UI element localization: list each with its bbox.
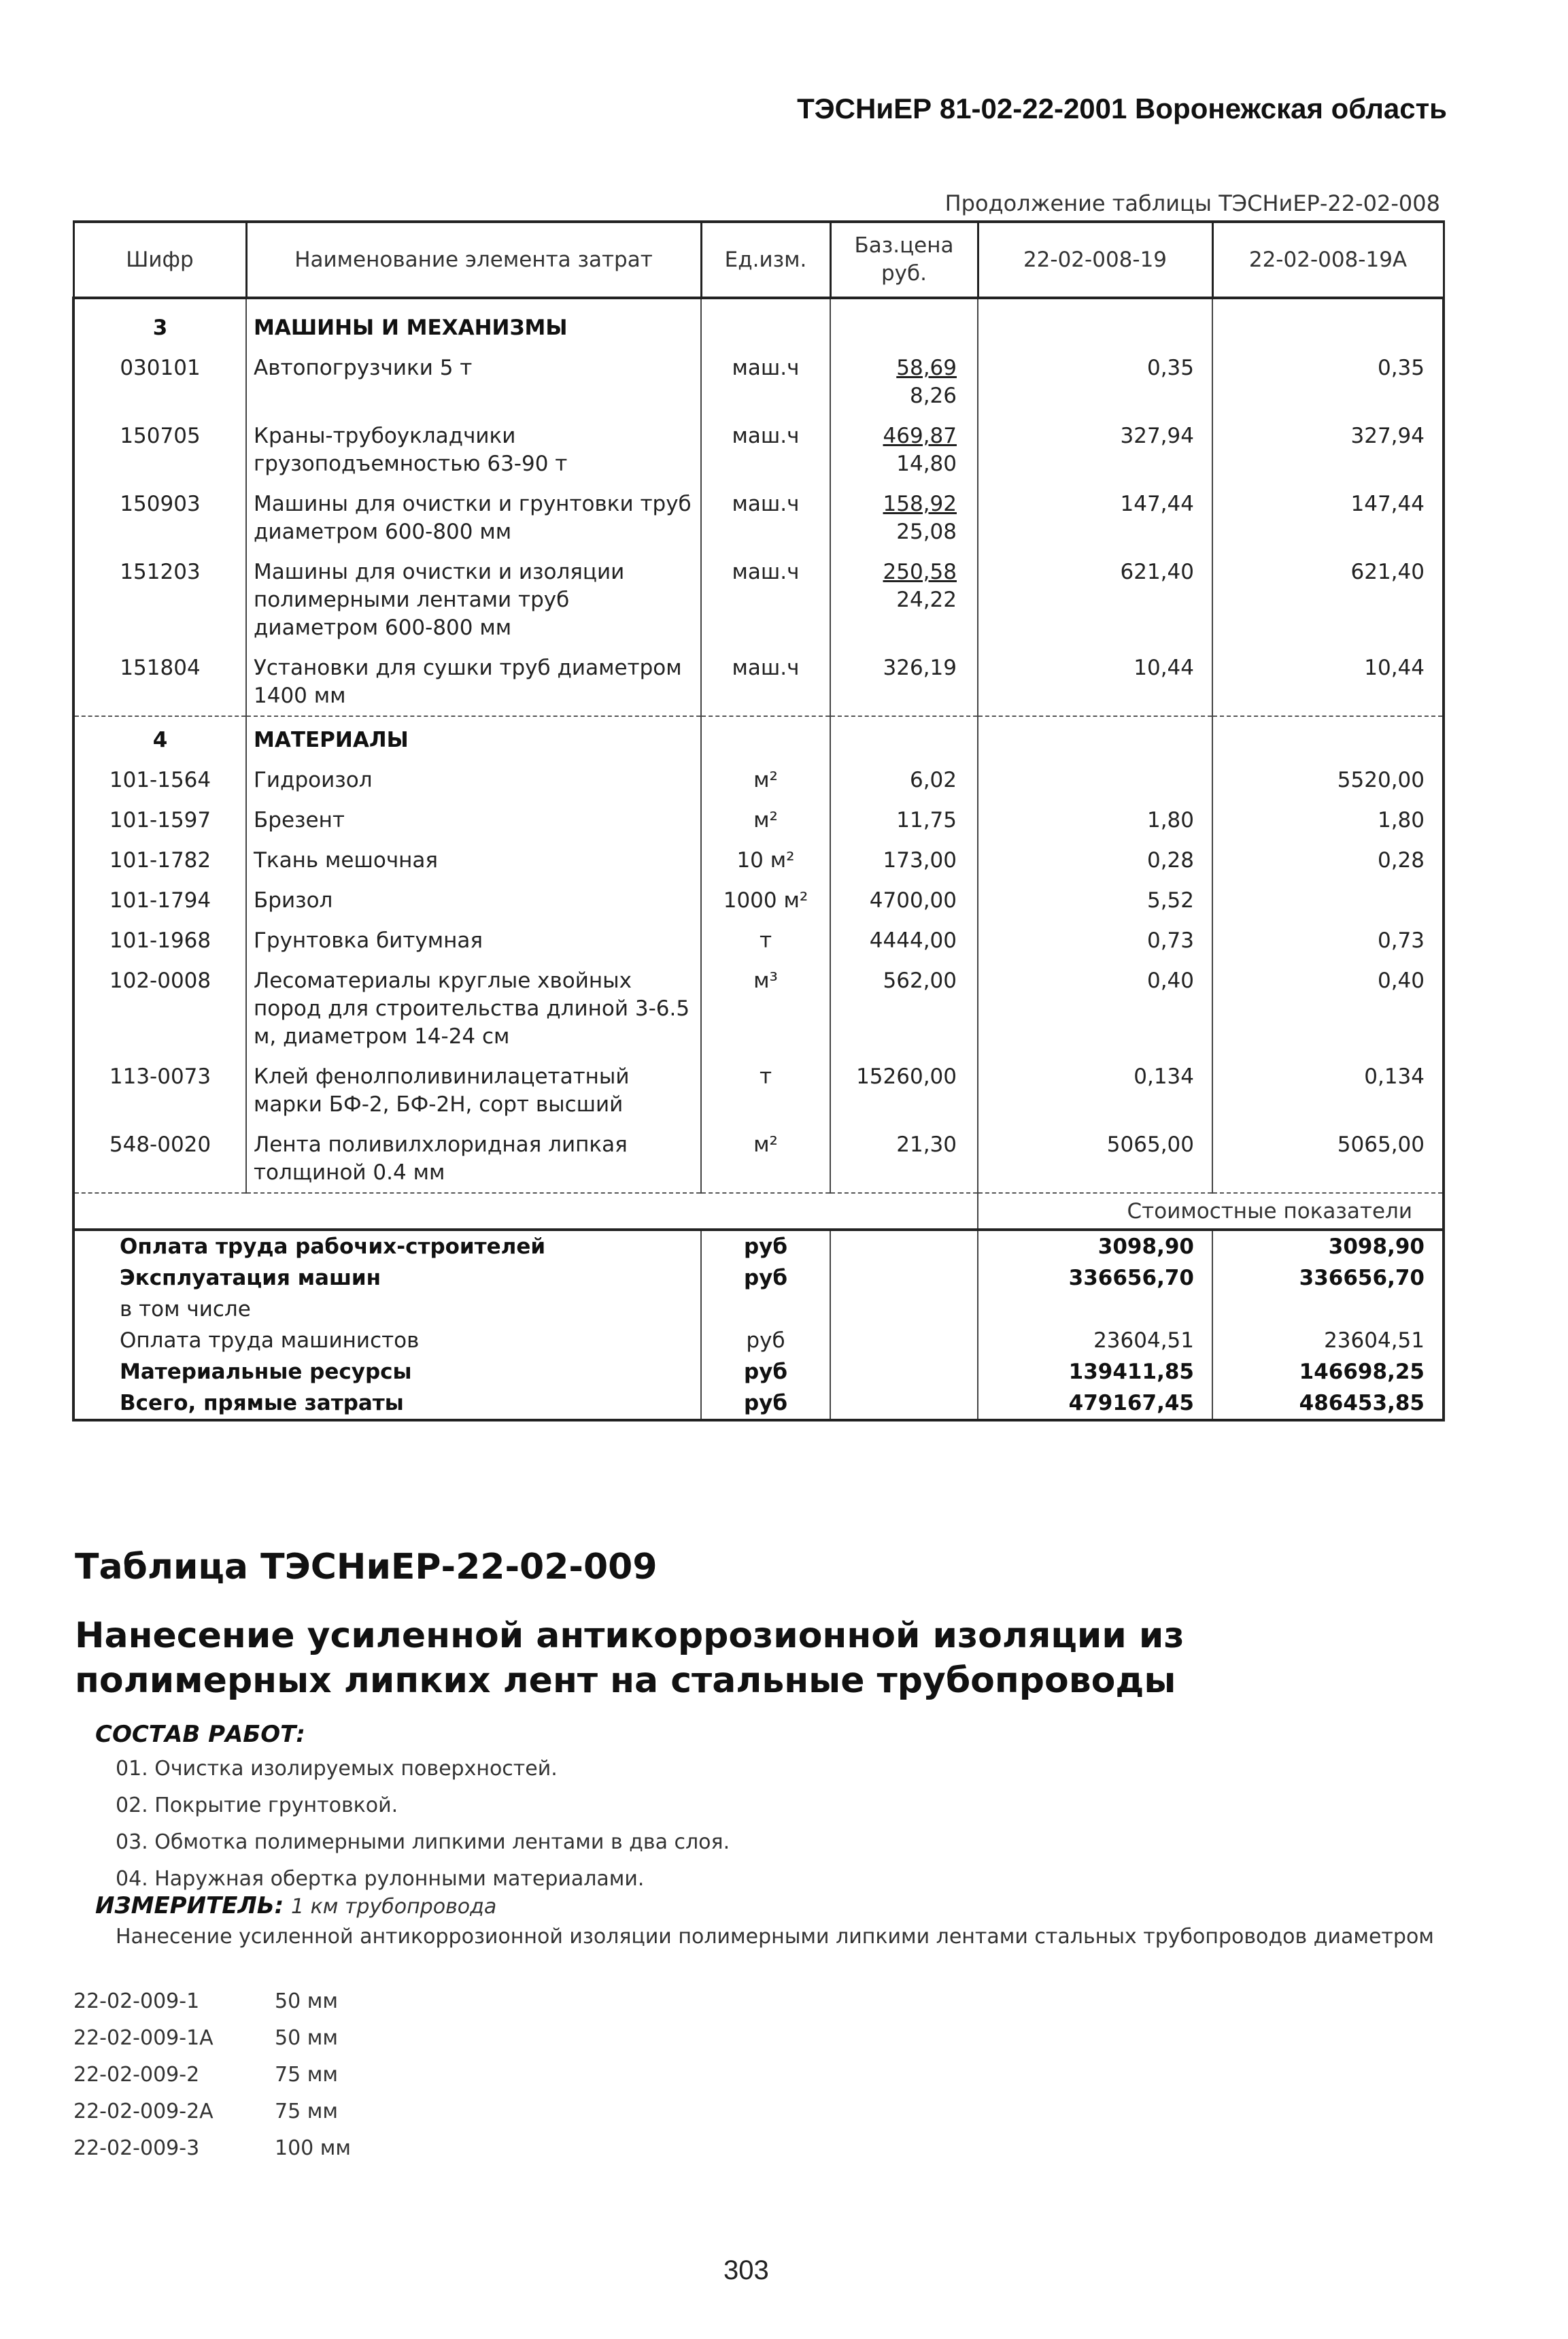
norm-19-value: 5,52	[978, 880, 1212, 920]
empty-cell	[830, 1294, 978, 1325]
resource-code: 102-0008	[73, 960, 246, 1056]
measure-unit-value: 1 км трубопровода	[291, 1895, 497, 1919]
table-body	[73, 298, 1444, 1420]
base-price: 11,75	[896, 808, 957, 832]
cost-label: в том числе	[73, 1294, 701, 1325]
base-price: 58,69	[896, 356, 957, 380]
norm-code: 22-02-009-1	[73, 1989, 200, 2013]
cost-row	[73, 1230, 1444, 1262]
norm-code-row	[73, 1983, 351, 2020]
norm-19a-value: 5520,00	[1212, 760, 1444, 800]
resource-price	[830, 647, 978, 716]
resource-unit: маш.ч	[701, 647, 830, 716]
resource-name: Лесоматериалы круглые хвойных пород для строительства длиной 3-6.5 м, диаметром 14-24 см	[246, 960, 701, 1056]
resource-unit: маш.ч	[701, 552, 830, 647]
norm-19a-value: 0,35	[1212, 348, 1444, 416]
norm-19-value: 0,134	[978, 1056, 1212, 1124]
empty-cell	[73, 1193, 978, 1230]
resource-name: Грунтовка битумная	[246, 920, 701, 960]
cost-norm-19: 3098,90	[978, 1230, 1212, 1262]
table-row	[73, 760, 1444, 800]
empty-cell	[701, 298, 830, 348]
base-price: 4700,00	[869, 888, 957, 913]
empty-cell	[830, 716, 978, 760]
norm-19-value: 10,44	[978, 647, 1212, 716]
table-header-row	[73, 222, 1444, 298]
resource-name: Бризол	[246, 880, 701, 920]
table-row	[73, 647, 1444, 716]
resource-unit: т	[701, 920, 830, 960]
work-item: 01. Очистка изолируемых поверхностей.	[116, 1757, 558, 1781]
cost-unit: руб	[701, 1230, 830, 1262]
resource-price	[830, 960, 978, 1056]
work-item: 03. Обмотка полимерными липкими лентами в два слоя.	[116, 1830, 730, 1854]
cost-row	[73, 1387, 1444, 1420]
measure-unit-line	[95, 1892, 496, 1919]
norm-diameter: 75 мм	[275, 2063, 338, 2087]
cost-norm-19: 336656,70	[978, 1262, 1212, 1294]
resource-unit: 10 м²	[701, 840, 830, 880]
empty-cell	[830, 1356, 978, 1387]
section-header-row	[73, 716, 1444, 760]
resource-unit: маш.ч	[701, 484, 830, 552]
section-code: 3	[73, 298, 246, 348]
resource-price	[830, 920, 978, 960]
norm-19-value: 0,40	[978, 960, 1212, 1056]
resource-price	[830, 552, 978, 647]
document-header: ТЭСНиЕР 81-02-22-2001 Воронежская область	[797, 92, 1447, 124]
empty-cell	[978, 716, 1212, 760]
page-number: 303	[723, 2255, 769, 2285]
norm-19a-value: 0,28	[1212, 840, 1444, 880]
operator-wage-price: 24,22	[896, 588, 957, 612]
cost-norm-19: 479167,45	[978, 1387, 1212, 1420]
norm-code: 22-02-009-2	[73, 2063, 200, 2087]
cost-norm-19a: 23604,51	[1212, 1325, 1444, 1356]
norm-code-row	[73, 2020, 351, 2057]
resource-name: Машины для очистки и грунтовки труб диаметром 600-800 мм	[246, 484, 701, 552]
norm-code: 22-02-009-1А	[73, 2026, 214, 2050]
resource-price	[830, 1124, 978, 1193]
cost-unit: руб	[701, 1262, 830, 1294]
table-row	[73, 920, 1444, 960]
resource-code: 101-1794	[73, 880, 246, 920]
norm-19a-value: 10,44	[1212, 647, 1444, 716]
table-row	[73, 552, 1444, 647]
cost-label: Всего, прямые затраты	[73, 1387, 701, 1420]
cost-label: Оплата труда рабочих-строителей	[73, 1230, 701, 1262]
cost-row	[73, 1262, 1444, 1294]
norm-19a-value: 0,40	[1212, 960, 1444, 1056]
norm-19a-value: 5065,00	[1212, 1124, 1444, 1193]
cost-label: Оплата труда машинистов	[73, 1325, 701, 1356]
table-row	[73, 800, 1444, 840]
base-price: 562,00	[883, 969, 957, 993]
column-header-norm-19a: 22-02-008-19А	[1212, 222, 1444, 298]
resource-price	[830, 416, 978, 484]
base-price: 15260,00	[856, 1064, 957, 1089]
base-price: 6,02	[909, 768, 957, 792]
resource-code: 151203	[73, 552, 246, 647]
works-list	[116, 1751, 730, 1898]
norm-19-value: 0,73	[978, 920, 1212, 960]
resource-code: 101-1597	[73, 800, 246, 840]
resource-name: Машины для очистки и изоляции полимерными лентами труб диаметром 600-800 мм	[246, 552, 701, 647]
empty-cell	[830, 1325, 978, 1356]
resource-unit: м²	[701, 800, 830, 840]
column-header-unit: Ед.изм.	[701, 222, 830, 298]
resource-name: Брезент	[246, 800, 701, 840]
norm-19-value: 621,40	[978, 552, 1212, 647]
norm-19a-value: 147,44	[1212, 484, 1444, 552]
base-price: 21,30	[896, 1132, 957, 1157]
resource-price	[830, 800, 978, 840]
column-header-name: Наименование элемента затрат	[246, 222, 701, 298]
section-title: МАШИНЫ И МЕХАНИЗМЫ	[246, 298, 701, 348]
cost-caption-row	[73, 1193, 1444, 1230]
norm-19-value	[978, 760, 1212, 800]
norm-19-value: 147,44	[978, 484, 1212, 552]
resource-name: Лента поливилхлоридная липкая толщиной 0.4 мм	[246, 1124, 701, 1193]
norm-19a-value: 0,73	[1212, 920, 1444, 960]
column-header-norm-19: 22-02-008-19	[978, 222, 1212, 298]
table-row	[73, 1056, 1444, 1124]
section-title: МАТЕРИАЛЫ	[246, 716, 701, 760]
resource-unit: м³	[701, 960, 830, 1056]
resource-code: 101-1968	[73, 920, 246, 960]
table-row	[73, 484, 1444, 552]
resource-name: Гидроизол	[246, 760, 701, 800]
empty-cell	[978, 298, 1212, 348]
table-row	[73, 348, 1444, 416]
column-header-code: Шифр	[73, 222, 246, 298]
resource-price	[830, 484, 978, 552]
operator-wage-price: 25,08	[896, 520, 957, 544]
norm-code: 22-02-009-2А	[73, 2100, 214, 2123]
resource-name: Ткань мешочная	[246, 840, 701, 880]
empty-cell	[830, 1230, 978, 1262]
cost-norm-19: 139411,85	[978, 1356, 1212, 1387]
cost-unit	[701, 1294, 830, 1325]
resource-price	[830, 1056, 978, 1124]
norm-19-value: 5065,00	[978, 1124, 1212, 1193]
norm-code-list	[73, 1983, 351, 2167]
operator-wage-price: 8,26	[909, 384, 957, 408]
resource-price	[830, 760, 978, 800]
next-table-subtitle: Нанесение усиленной антикоррозионной изоляции из полимерных липких лент на стальные трубопроводы	[75, 1615, 1184, 1701]
column-header-price: Баз.цена руб.	[830, 222, 978, 298]
measure-unit-label: ИЗМЕРИТЕЛЬ:	[95, 1892, 284, 1919]
table-row	[73, 880, 1444, 920]
empty-cell	[830, 1387, 978, 1420]
table-continuation-caption: Продолжение таблицы ТЭСНиЕР-22-02-008	[944, 190, 1440, 216]
table-row	[73, 1124, 1444, 1193]
table-row	[73, 960, 1444, 1056]
cost-row	[73, 1356, 1444, 1387]
resource-code: 151804	[73, 647, 246, 716]
cost-norm-19a: 336656,70	[1212, 1262, 1444, 1294]
resource-price	[830, 880, 978, 920]
norm-19a-value	[1212, 880, 1444, 920]
resource-code: 150705	[73, 416, 246, 484]
norm-description: Нанесение усиленной антикоррозионной изоляции полимерными липкими лентами стальных трубопроводов диаметром	[116, 1925, 1434, 1949]
norm-diameter: 50 мм	[275, 2026, 338, 2050]
base-price: 4444,00	[869, 928, 957, 953]
resource-code: 101-1564	[73, 760, 246, 800]
resource-price	[830, 840, 978, 880]
norm-19a-value: 327,94	[1212, 416, 1444, 484]
work-item: 04. Наружная обертка рулонными материалами.	[116, 1867, 645, 1891]
resource-code: 113-0073	[73, 1056, 246, 1124]
resource-unit: м²	[701, 1124, 830, 1193]
norm-diameter: 100 мм	[275, 2136, 352, 2160]
cost-label: Материальные ресурсы	[73, 1356, 701, 1387]
cost-unit: руб	[701, 1356, 830, 1387]
base-price: 173,00	[883, 848, 957, 873]
cost-norm-19: 23604,51	[978, 1325, 1212, 1356]
resource-unit: м²	[701, 760, 830, 800]
norm-diameter: 75 мм	[275, 2100, 338, 2123]
resource-unit: маш.ч	[701, 348, 830, 416]
norm-19-value: 0,28	[978, 840, 1212, 880]
empty-cell	[1212, 298, 1444, 348]
cost-row	[73, 1294, 1444, 1325]
next-table-title: Таблица ТЭСНиЕР-22-02-009	[75, 1547, 658, 1587]
resource-table	[72, 220, 1445, 1421]
cost-norm-19a	[1212, 1294, 1444, 1325]
norm-19-value: 0,35	[978, 348, 1212, 416]
norm-code-row	[73, 2093, 351, 2130]
cost-norm-19a: 486453,85	[1212, 1387, 1444, 1420]
norm-code-row	[73, 2130, 351, 2167]
norm-19-value: 327,94	[978, 416, 1212, 484]
resource-code: 030101	[73, 348, 246, 416]
cost-norm-19a: 3098,90	[1212, 1230, 1444, 1262]
norm-19a-value: 0,134	[1212, 1056, 1444, 1124]
empty-cell	[1212, 716, 1444, 760]
cost-label: Эксплуатация машин	[73, 1262, 701, 1294]
resource-name: Установки для сушки труб диаметром 1400 мм	[246, 647, 701, 716]
resource-price	[830, 348, 978, 416]
norm-code-row	[73, 2057, 351, 2093]
operator-wage-price: 14,80	[896, 452, 957, 476]
resource-unit: т	[701, 1056, 830, 1124]
norm-19a-value: 1,80	[1212, 800, 1444, 840]
resource-code: 101-1782	[73, 840, 246, 880]
table-row	[73, 416, 1444, 484]
cost-unit: руб	[701, 1387, 830, 1420]
base-price: 326,19	[883, 656, 957, 680]
cost-norm-19a: 146698,25	[1212, 1356, 1444, 1387]
table-row	[73, 840, 1444, 880]
cost-norm-19	[978, 1294, 1212, 1325]
cost-caption: Стоимостные показатели	[978, 1193, 1444, 1230]
works-label: СОСТАВ РАБОТ:	[95, 1721, 305, 1748]
resource-name: Клей фенолполивинилацетатный марки БФ-2, БФ-2Н, сорт высший	[246, 1056, 701, 1124]
base-price: 250,58	[883, 560, 957, 584]
resource-name: Краны-трубоукладчики грузоподъемностью 63-90 т	[246, 416, 701, 484]
cost-unit: руб	[701, 1325, 830, 1356]
resource-code: 150903	[73, 484, 246, 552]
empty-cell	[830, 298, 978, 348]
base-price: 469,87	[883, 424, 957, 448]
base-price: 158,92	[883, 492, 957, 516]
work-item: 02. Покрытие грунтовкой.	[116, 1794, 398, 1817]
resource-name: Автопогрузчики 5 т	[246, 348, 701, 416]
empty-cell	[830, 1262, 978, 1294]
norm-19-value: 1,80	[978, 800, 1212, 840]
cost-row	[73, 1325, 1444, 1356]
resource-unit: маш.ч	[701, 416, 830, 484]
resource-unit: 1000 м²	[701, 880, 830, 920]
section-code: 4	[73, 716, 246, 760]
empty-cell	[701, 716, 830, 760]
norm-diameter: 50 мм	[275, 1989, 338, 2013]
norm-code: 22-02-009-3	[73, 2136, 200, 2160]
section-header-row	[73, 298, 1444, 348]
resource-code: 548-0020	[73, 1124, 246, 1193]
norm-19a-value: 621,40	[1212, 552, 1444, 647]
